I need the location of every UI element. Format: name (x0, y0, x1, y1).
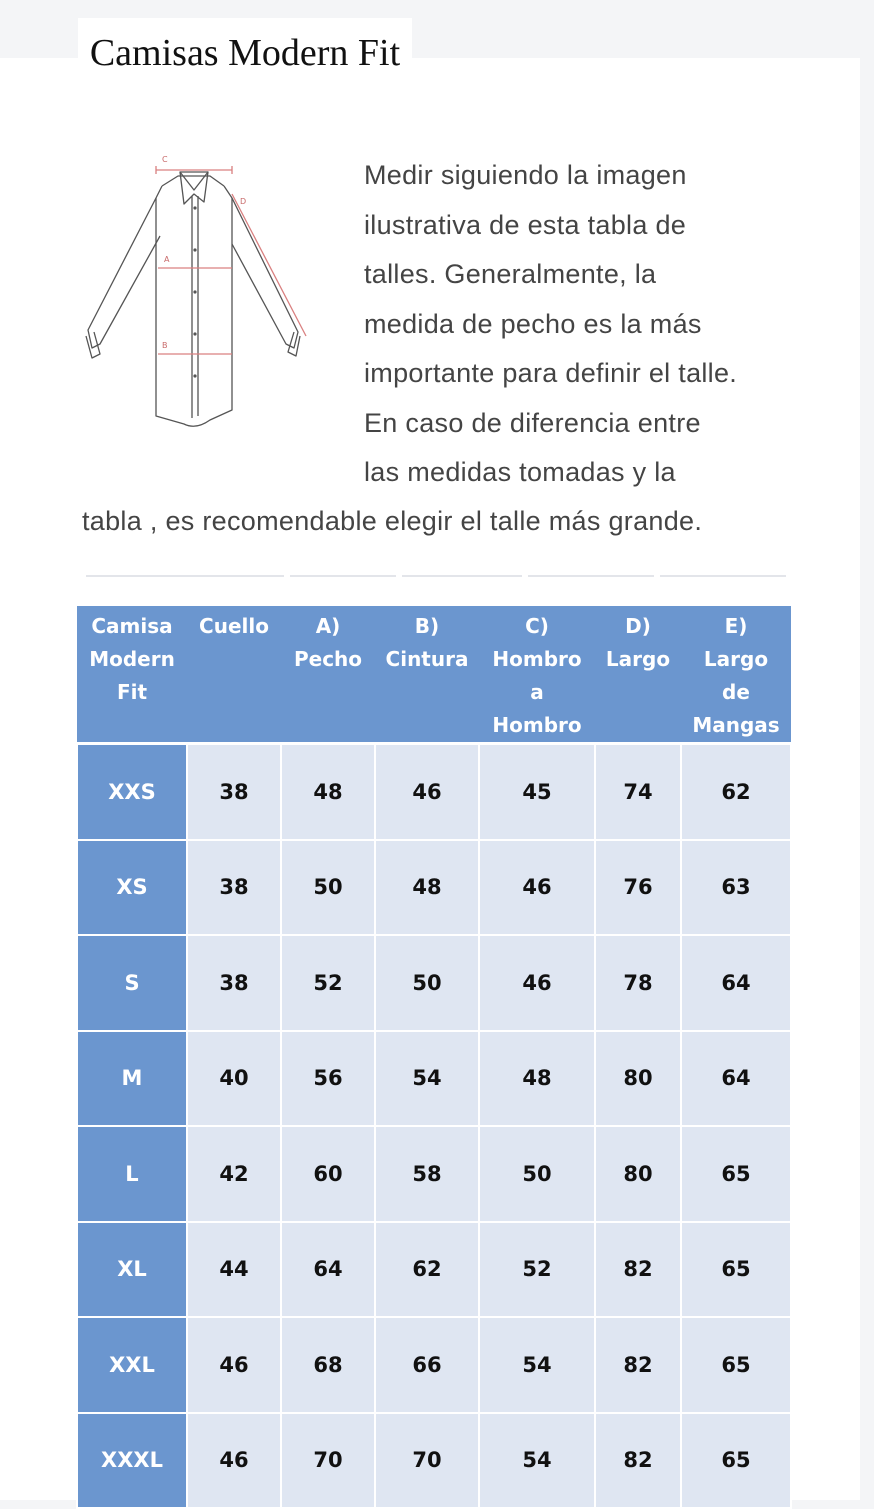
size-label-cell: XXS (77, 744, 187, 840)
description-line: medida de pecho es la más (364, 308, 702, 339)
table-cell: 64 (681, 935, 791, 1031)
table-cell: 65 (681, 1317, 791, 1413)
table-cell: 48 (375, 840, 479, 936)
description-text (364, 151, 804, 498)
column-header: C) Hombro a Hombro (479, 606, 595, 744)
table-cell: 46 (479, 840, 595, 936)
description-line: Medir siguiendo la imagen (364, 160, 687, 190)
description-line: ilustrativa de esta tabla de (364, 209, 687, 240)
column-header: Camisa Modern Fit (77, 606, 187, 744)
table-cell: 76 (595, 840, 681, 936)
table-cell: 62 (681, 744, 791, 840)
page-title: Camisas Modern Fit (89, 32, 401, 74)
table-cell: 40 (187, 1031, 281, 1127)
size-label-cell: XXL (77, 1317, 187, 1413)
table-cell: 52 (281, 935, 375, 1031)
table-cell: 82 (595, 1317, 681, 1413)
column-header: B) Cintura (375, 606, 479, 744)
size-label-cell: XL (77, 1222, 187, 1318)
table-cell: 48 (479, 1031, 595, 1127)
table-row (77, 935, 791, 1031)
table-row (77, 1031, 791, 1127)
table-cell: 46 (187, 1317, 281, 1413)
column-header: Cuello (187, 606, 281, 744)
shirt-collar (180, 172, 208, 204)
description-line: las medidas tomadas y la (364, 457, 676, 487)
table-cell: 60 (281, 1126, 375, 1222)
table-cell: 62 (375, 1222, 479, 1318)
diagram-label-d: D (240, 197, 247, 206)
table-cell: 68 (281, 1317, 375, 1413)
table-row (77, 1222, 791, 1318)
table-cell: 52 (479, 1222, 595, 1318)
size-table (76, 606, 792, 1509)
table-cell: 54 (479, 1317, 595, 1413)
table-cell: 63 (681, 840, 791, 936)
shirt-left-sleeve (88, 186, 162, 348)
diagram-label-b: B (162, 341, 168, 350)
table-cell: 50 (375, 935, 479, 1031)
description-line: En caso de diferencia entre (364, 407, 701, 438)
table-cell: 82 (595, 1413, 681, 1509)
size-label-cell: M (77, 1031, 187, 1127)
shirt-right-sleeve (224, 186, 298, 348)
table-cell: 42 (187, 1126, 281, 1222)
description-line: talles. Generalmente, la (364, 259, 657, 289)
table-cell: 45 (479, 744, 595, 840)
table-cell: 65 (681, 1413, 791, 1509)
table-row (77, 1413, 791, 1509)
size-label-cell: XXXL (77, 1413, 187, 1509)
table-row (77, 744, 791, 840)
shirt-diagram (78, 148, 318, 438)
diagram-label-c: C (162, 155, 168, 164)
table-cell: 56 (281, 1031, 375, 1127)
table-cell: 46 (187, 1413, 281, 1509)
size-label-cell: L (77, 1126, 187, 1222)
table-cell: 80 (595, 1031, 681, 1127)
table-cell: 38 (187, 840, 281, 936)
table-cell: 70 (281, 1413, 375, 1509)
table-cell: 64 (281, 1222, 375, 1318)
table-cell: 46 (479, 935, 595, 1031)
table-cell: 50 (479, 1126, 595, 1222)
table-cell: 64 (681, 1031, 791, 1127)
column-header: A) Pecho (281, 606, 375, 744)
table-cell: 66 (375, 1317, 479, 1413)
table-cell: 70 (375, 1413, 479, 1509)
description-line: importante para definir el talle. (364, 358, 738, 388)
table-cell: 38 (187, 744, 281, 840)
size-label-cell: S (77, 935, 187, 1031)
table-cell: 50 (281, 840, 375, 936)
table-cell: 65 (681, 1126, 791, 1222)
column-header: E) Largo de Mangas (681, 606, 791, 744)
table-cell: 82 (595, 1222, 681, 1318)
table-cell: 38 (187, 935, 281, 1031)
table-row (77, 1317, 791, 1413)
divider-dashes (86, 574, 786, 578)
shirt-body (156, 198, 232, 426)
description-last-line: tabla , es recomendable elegir el talle más grande. (82, 506, 703, 536)
size-label-cell: XS (77, 840, 187, 936)
table-cell: 80 (595, 1126, 681, 1222)
table-cell: 44 (187, 1222, 281, 1318)
table-cell: 48 (281, 744, 375, 840)
table-cell: 46 (375, 744, 479, 840)
table-row (77, 1126, 791, 1222)
table-header-row (77, 606, 791, 744)
table-cell: 58 (375, 1126, 479, 1222)
column-header: D) Largo (595, 606, 681, 744)
table-cell: 54 (479, 1413, 595, 1509)
table-cell: 54 (375, 1031, 479, 1127)
table-row (77, 840, 791, 936)
table-cell: 78 (595, 935, 681, 1031)
table-cell: 65 (681, 1222, 791, 1318)
diagram-label-a: A (164, 255, 170, 264)
table-cell: 74 (595, 744, 681, 840)
